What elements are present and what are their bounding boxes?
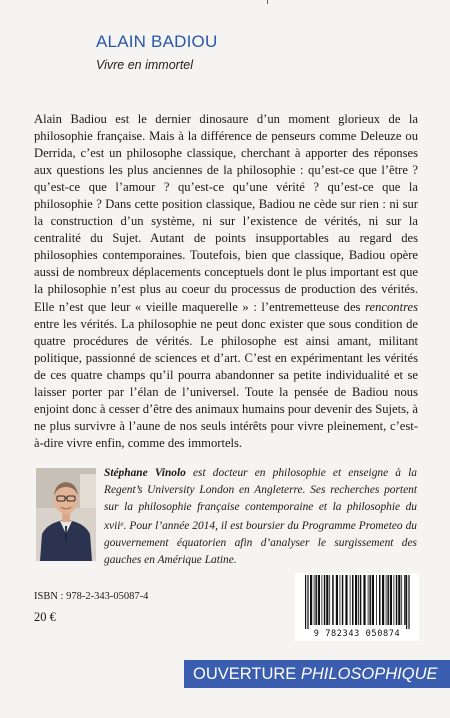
bio-century-sup: e bbox=[120, 520, 124, 529]
cover-header bbox=[96, 32, 217, 73]
barcode-bar bbox=[336, 575, 338, 625]
isbn: ISBN : 978-2-343-05087-4 bbox=[34, 591, 149, 602]
barcode-bar bbox=[387, 575, 389, 625]
barcode-bar bbox=[369, 575, 371, 625]
barcode-bar bbox=[394, 575, 395, 625]
bio-text-part1: est docteur en philosophie et enseigne à la Regent’s University London en Angleterre. Ses recherches portent sur la philosophie française contemporaine et la philosophie du bbox=[104, 467, 417, 514]
barcode-bars bbox=[295, 573, 419, 629]
barcode-guard-bar bbox=[305, 575, 306, 629]
book-subtitle: Vivre en immortel bbox=[96, 58, 194, 72]
series-name bbox=[193, 663, 443, 685]
barcode-guard-bar bbox=[307, 575, 308, 629]
barcode bbox=[295, 573, 419, 641]
bio-century: xvii bbox=[104, 520, 121, 533]
barcode-bar bbox=[401, 575, 402, 625]
barcode-bar bbox=[314, 575, 315, 625]
barcode-bar bbox=[340, 575, 341, 625]
author-photo bbox=[36, 468, 96, 561]
barcode-bar bbox=[382, 575, 384, 625]
barcode-bar bbox=[322, 575, 323, 625]
bio-author-name: Stéphane Vinolo bbox=[104, 467, 186, 479]
barcode-bar bbox=[350, 575, 351, 625]
series-name-part2: PHILOSOPHIQUE bbox=[300, 665, 438, 683]
barcode-bar bbox=[355, 575, 357, 625]
barcode-bar bbox=[352, 575, 354, 625]
barcode-bar bbox=[315, 575, 317, 625]
summary-paragraph: Alain Badiou est le dernier dinosaure d’un moment glorieux de la philosophie française. Mais à la différence de penseurs comme Deleuze ou Derrida, c’est un philosophe classique, cherchant à apporter des réponses aux questions les plus anciennes de la philosophie : qu’est-ce que l’être ? qu’est-ce que l’amour ? qu’est-ce qu’une vérité ? qu’est-ce que la philosophie ? Dans cette position classique, Badiou ne cède sur rien : ni sur la construction d’un système, ni sur l’existence de vérités, ni sur la centralité du Sujet. Autant de points insupportables au regard des philosophies contemporaines. Toutefois, bien que classique, Badiou opère aussi de nombreux déplacements conceptuels dont le plus important est que la philosophie n’est plus au coeur du processus de production des vérités. Elle n’est que leur « vieille maquerelle » : l’entremetteuse des bbox=[34, 112, 418, 314]
barcode-guard-bar bbox=[406, 575, 407, 629]
barcode-bar bbox=[310, 575, 312, 625]
series-name-part1: OUVERTURE bbox=[193, 665, 297, 683]
summary-text bbox=[34, 111, 418, 452]
summary-emphasis: rencontres bbox=[365, 299, 418, 314]
barcode-bar bbox=[379, 575, 381, 625]
barcode-bar bbox=[376, 575, 377, 625]
barcode-bar bbox=[398, 575, 400, 625]
price: 20 € bbox=[34, 610, 56, 624]
crop-mark bbox=[267, 0, 268, 4]
barcode-bar bbox=[345, 575, 347, 625]
barcode-bar bbox=[324, 575, 326, 625]
barcode-bar bbox=[342, 575, 344, 625]
barcode-bar bbox=[396, 575, 398, 625]
barcode-bar bbox=[363, 575, 365, 625]
barcode-bar bbox=[372, 575, 374, 625]
summary-paragraph-end: entre les vérités. La philosophie ne peut donc exister que sous condition de quatre procédures de vérités. Le philosophe est ainsi amant, militant politique, passionné de sciences et d’art. C’est en expérimentant les vérités de ces quatre champs qu’il pourra abandonner sa petite individualité et se laisser porter par l’élan de l’universel. Toute la pensée de Badiou nous enjoint donc à cesser d’être des animaux humains pour devenir des Sujets, à ne plus survivre à l’aune de nos seuls intérêts pour vivre pleinement, c’est-à-dire vivre enfin, comme des immortels. bbox=[34, 316, 418, 450]
barcode-bar bbox=[368, 575, 369, 625]
barcode-bar bbox=[329, 575, 330, 625]
barcode-bar bbox=[404, 575, 406, 625]
barcode-digits: 9 782343 050874 bbox=[313, 629, 401, 639]
bio-text-part2: . Pour l’année 2014, il est boursier du Programme Prometeo du gouvernement équatorien afin d’analyser le surgissement des gauches en Amérique Latine. bbox=[104, 520, 417, 567]
barcode-bar bbox=[360, 575, 362, 625]
author-name: ALAIN BADIOU bbox=[96, 32, 218, 51]
barcode-bar bbox=[326, 575, 328, 625]
barcode-bar bbox=[318, 575, 320, 625]
barcode-guard-bar bbox=[408, 575, 409, 629]
barcode-bar bbox=[390, 575, 392, 625]
barcode-bar bbox=[386, 575, 387, 625]
barcode-bar bbox=[358, 575, 359, 625]
author-bio bbox=[104, 465, 417, 570]
barcode-bar bbox=[332, 575, 334, 625]
